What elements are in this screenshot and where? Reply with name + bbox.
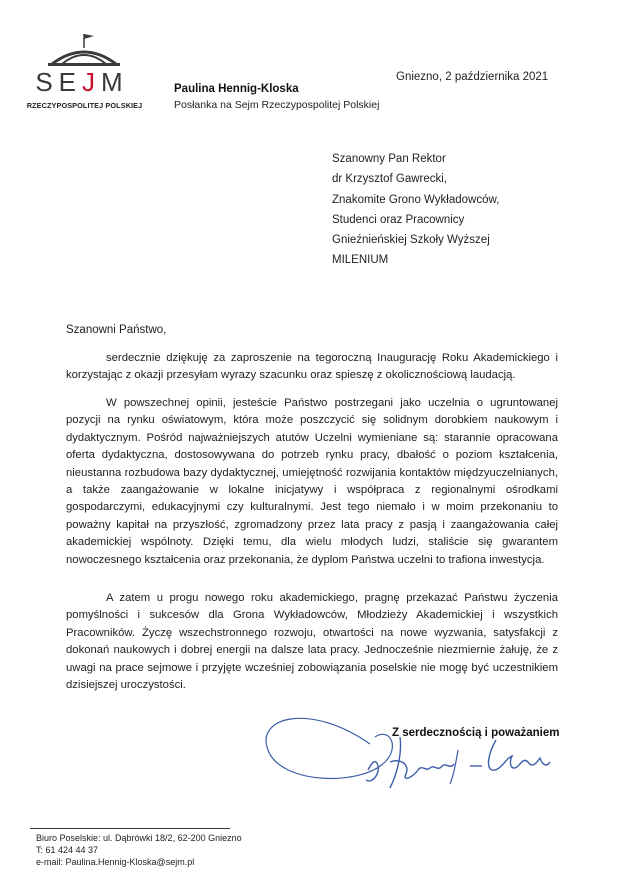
salutation: Szanowni Państwo, (66, 324, 167, 336)
footer-contact (36, 832, 242, 868)
recipient-line: MILENIUM (332, 254, 389, 267)
footer-phone: T: 61 424 44 37 (36, 845, 99, 855)
recipient-line: Znakomite Grono Wykładowców, (332, 193, 500, 206)
sejm-building-icon (22, 24, 147, 72)
paragraph: A zatem u progu nowego roku akademickiego, pragnę przekazać Państwu życzenia pomyślności i sukcesów dla Grona Wykładowców, Młodzieży Akademickiej i wszystkich Pracowników. Życzę wszechstronnego rozwoju, otwartości na nowe wyzwania, satysfakcji z dokonań naukowych i dobrej energii na dalsze lata pracy. Jednocześnie niezmiernie żałuję, że z uwagi na prace sejmowe i przyjęte wcześniej zobowiązania poselskie nie mogę być uczestnikiem dzisiejszej uroczystości. (66, 592, 558, 692)
handwritten-signature (250, 692, 560, 804)
sejm-logo (22, 24, 147, 110)
logo-subtitle: RZECZYPOSPOLITEJ POLSKIEJ (26, 101, 143, 110)
footer-email: e-mail: Paulina.Hennig-Kloska@sejm.pl (36, 857, 195, 867)
footer-office: Biuro Poselskie: ul. Dąbrówki 18/2, 62-200 Gniezno (36, 833, 242, 843)
recipient-line: Studenci oraz Pracownicy (332, 213, 465, 226)
letter-date: Gniezno, 2 października 2021 (396, 71, 549, 83)
recipient-line: Szanowny Pan Rektor (332, 153, 446, 165)
sender-name: Paulina Hennig-Kloska (174, 83, 299, 95)
recipient-address (332, 149, 499, 271)
sender-title: Posłanka na Sejm Rzeczypospolitej Polskiej (174, 99, 380, 111)
footer-divider (30, 828, 230, 829)
closing-phrase: Z serdecznością i poważaniem (392, 727, 560, 739)
paragraph: serdecznie dziękuję za zaproszenie na tegoroczną Inaugurację Roku Akademickiego i korzystając z okazji przesyłam wyrazy szacunku oraz spieszę z okolicznościową laudacją. (66, 352, 558, 382)
recipient-line: Gnieźnieńskiej Szkoły Wyższej (332, 234, 490, 247)
paragraph: W powszechnej opinii, jesteście Państwo postrzegani jako uczelnia o ugruntowanej pozycji na rynku oświatowym, która może poszczycić się solidnym dorobkiem naukowym i dydaktycznym. Pośród najważniejszych atutów Uczelni wymieniane są: starannie opracowana oferta dydaktyczna, dostosowywana do potrzeb rynku pracy, dbałość o poziom kształcenia, nieustanna rozbudowa bazy dydaktycznej, umiejętność rozwijania kontaktów międzyuczelnianych, a także zaangażowanie w lokalne inicjatywy i współpraca z regionalnymi ośrodkami gospodarczymi, edukacyjnymi czy kulturalnymi. Jest tego niemało i w moim przekonaniu to poważny kapitał na przyszłość, zgromadzony przez lata pracy z pasją i zaangażowania całej akademickiej wspólnoty. Dzięki temu, dla wielu młodych ludzi, staliście się gwarantem nowoczesnego kształcenia oraz przekonania, że dyplom Państwa uczelni to trafiona inwestycja. (66, 397, 558, 566)
logo-wordmark: SEJM (35, 67, 129, 97)
recipient-line: dr Krzysztof Gawrecki, (332, 173, 448, 186)
